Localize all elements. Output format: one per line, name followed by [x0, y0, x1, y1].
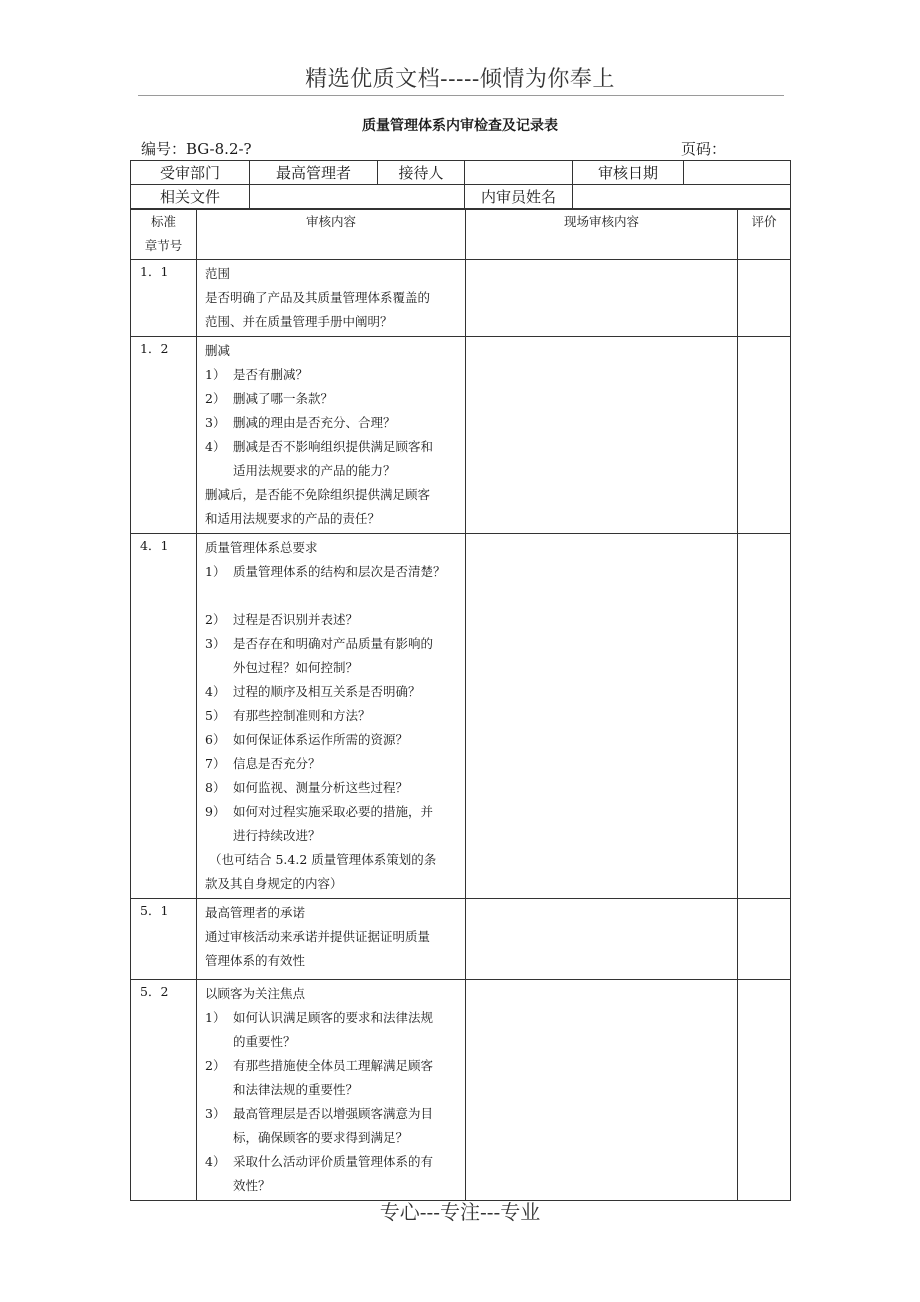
- item-text: 如何对过程实施采取必要的措施，并: [233, 804, 434, 819]
- item-title: 最高管理者的承诺: [205, 905, 306, 920]
- section-header-line1: 标准: [150, 214, 176, 229]
- item-title: 范围: [205, 266, 231, 281]
- item-text: 是否有删减？: [233, 367, 309, 382]
- section-number: 4．1: [131, 534, 197, 899]
- receiver-value-cell[interactable]: [465, 161, 573, 185]
- list-item: [205, 363, 459, 387]
- item-number: 3）: [205, 1106, 226, 1121]
- dept-label: 受审部门: [131, 161, 250, 185]
- item-text-continued: 外包过程？如何控制？: [233, 660, 359, 675]
- list-item: [205, 560, 459, 584]
- item-number: 3）: [205, 415, 226, 430]
- item-text-continued: 的重要性？: [233, 1034, 296, 1049]
- document-title: 质量管理体系内审检查及记录表: [362, 118, 558, 134]
- list-item: [205, 387, 459, 411]
- audit-checklist-table: [130, 209, 791, 1201]
- item-number: 1）: [205, 367, 226, 382]
- item-text: 有那些控制准则和方法？: [233, 708, 371, 723]
- item-text: 采取什么活动评价质量管理体系的有: [233, 1154, 434, 1169]
- item-text: 删减了哪一条款？: [233, 391, 334, 406]
- item-number: 4）: [205, 1154, 226, 1169]
- list-item: [205, 632, 459, 656]
- evaluation-cell[interactable]: [738, 534, 791, 899]
- list-item: [205, 411, 459, 435]
- audit-content-cell: [197, 337, 466, 534]
- list-item: [205, 704, 459, 728]
- section-number: 5．1: [131, 899, 197, 980]
- list-item: [205, 800, 459, 824]
- item-text: 如何认识满足顾客的要求和法律法规: [233, 1010, 434, 1025]
- item-number: 3）: [205, 636, 226, 651]
- list-item: [205, 1102, 459, 1126]
- audit-content-cell: [197, 980, 466, 1201]
- item-text-continued: 标，确保顾客的要求得到满足？: [233, 1130, 409, 1145]
- table-row: [131, 534, 791, 899]
- onsite-content-cell[interactable]: [466, 899, 738, 980]
- item-number: 1）: [205, 1010, 226, 1025]
- item-title: 质量管理体系总要求: [205, 540, 318, 555]
- page-number-label: 页码：: [681, 140, 727, 158]
- content-line: （也可结合 5.4.2 质量管理体系策划的条: [209, 852, 437, 867]
- item-text: 质量管理体系的结构和层次是否清楚？: [233, 564, 446, 579]
- item-text: 过程是否识别并表述？: [233, 612, 359, 627]
- evaluation-cell[interactable]: [738, 980, 791, 1201]
- list-item: [205, 435, 459, 459]
- audit-date-value-cell[interactable]: [684, 161, 791, 185]
- column-header-row: [131, 210, 791, 260]
- list-item: [205, 608, 459, 632]
- item-number: 6）: [205, 732, 226, 747]
- evaluation-cell[interactable]: [738, 899, 791, 980]
- onsite-content-cell[interactable]: [466, 260, 738, 337]
- list-item: [205, 1006, 459, 1030]
- content-line: 款及其自身规定的内容）: [205, 876, 343, 891]
- item-title: 删减: [205, 343, 231, 358]
- list-item: [205, 752, 459, 776]
- section-header-line2: 章节号: [144, 238, 183, 253]
- table-row: [131, 260, 791, 337]
- content-line: 范围、并在质量管理手册中阐明？: [205, 314, 393, 329]
- list-item: [205, 680, 459, 704]
- info-row-2: [131, 185, 791, 209]
- section-number: 5．2: [131, 980, 197, 1201]
- item-number: 4）: [205, 684, 226, 699]
- table-row: [131, 337, 791, 534]
- item-number: 7）: [205, 756, 226, 771]
- audit-content-cell: [197, 260, 466, 337]
- evaluation-header: 评价: [738, 210, 791, 260]
- item-text: 是否存在和明确对产品质量有影响的: [233, 636, 434, 651]
- content-line: 和适用法规要求的产品的责任？: [205, 511, 381, 526]
- auditor-name-value-cell[interactable]: [573, 185, 791, 209]
- audit-date-label: 审核日期: [573, 161, 684, 185]
- related-docs-label: 相关文件: [131, 185, 250, 209]
- item-number: 2）: [205, 391, 226, 406]
- audit-content-cell: [197, 534, 466, 899]
- item-text: 最高管理层是否以增强顾客满意为目: [233, 1106, 434, 1121]
- item-number: 1）: [205, 564, 226, 579]
- onsite-content-cell[interactable]: [466, 980, 738, 1201]
- info-table: [130, 160, 791, 209]
- item-text: 信息是否充分？: [233, 756, 321, 771]
- item-text: 如何监视、测量分析这些过程？: [233, 780, 409, 795]
- item-text: 删减的理由是否充分、合理？: [233, 415, 396, 430]
- item-number: 5）: [205, 708, 226, 723]
- item-number: 9）: [205, 804, 226, 819]
- content-line: 删减后，是否能不免除组织提供满足顾客: [205, 487, 431, 502]
- item-text: 有那些措施使全体员工理解满足顾客: [233, 1058, 434, 1073]
- item-number: 2）: [205, 612, 226, 627]
- item-text-continued: 效性？: [233, 1178, 271, 1193]
- related-docs-value-cell[interactable]: [250, 185, 465, 209]
- list-item: [205, 728, 459, 752]
- header-divider: [138, 95, 784, 96]
- onsite-content-cell[interactable]: [466, 337, 738, 534]
- auditor-name-label: 内审员姓名: [465, 185, 573, 209]
- audit-content-header: 审核内容: [197, 210, 466, 260]
- table-row: [131, 899, 791, 980]
- item-number: 8）: [205, 780, 226, 795]
- item-text-continued: 和法律法规的重要性？: [233, 1082, 359, 1097]
- table-row: [131, 980, 791, 1201]
- onsite-content-header: 现场审核内容: [466, 210, 738, 260]
- item-number: 4）: [205, 439, 226, 454]
- form-number: 编号：BG-8.2-?: [141, 140, 252, 158]
- item-number: 2）: [205, 1058, 226, 1073]
- onsite-content-cell[interactable]: [466, 534, 738, 899]
- top-management-label: 最高管理者: [250, 161, 378, 185]
- section-number: 1．1: [131, 260, 197, 337]
- receiver-label: 接待人: [378, 161, 465, 185]
- item-title: 以顾客为关注焦点: [205, 986, 306, 1001]
- content-line: 管理体系的有效性: [205, 953, 306, 968]
- page-footer: 专心---专注---专业: [379, 1200, 541, 1224]
- item-text: 如何保证体系运作所需的资源？: [233, 732, 409, 747]
- item-text-continued: 适用法规要求的产品的能力？: [233, 463, 396, 478]
- list-item: [205, 1150, 459, 1174]
- evaluation-cell[interactable]: [738, 260, 791, 337]
- item-text: 过程的顺序及相互关系是否明确？: [233, 684, 421, 699]
- content-line: 通过审核活动来承诺并提供证据证明质量: [205, 929, 431, 944]
- item-text-continued: 进行持续改进？: [233, 828, 321, 843]
- section-header: [131, 210, 197, 260]
- page-header-title: 精选优质文档-----倾情为你奉上: [305, 67, 615, 92]
- list-item: [205, 776, 459, 800]
- item-text: 删减是否不影响组织提供满足顾客和: [233, 439, 434, 454]
- section-number: 1．2: [131, 337, 197, 534]
- content-line: 是否明确了产品及其质量管理体系覆盖的: [205, 290, 431, 305]
- list-item: [205, 1054, 459, 1078]
- info-row-1: [131, 161, 791, 185]
- evaluation-cell[interactable]: [738, 337, 791, 534]
- audit-content-cell: [197, 899, 466, 980]
